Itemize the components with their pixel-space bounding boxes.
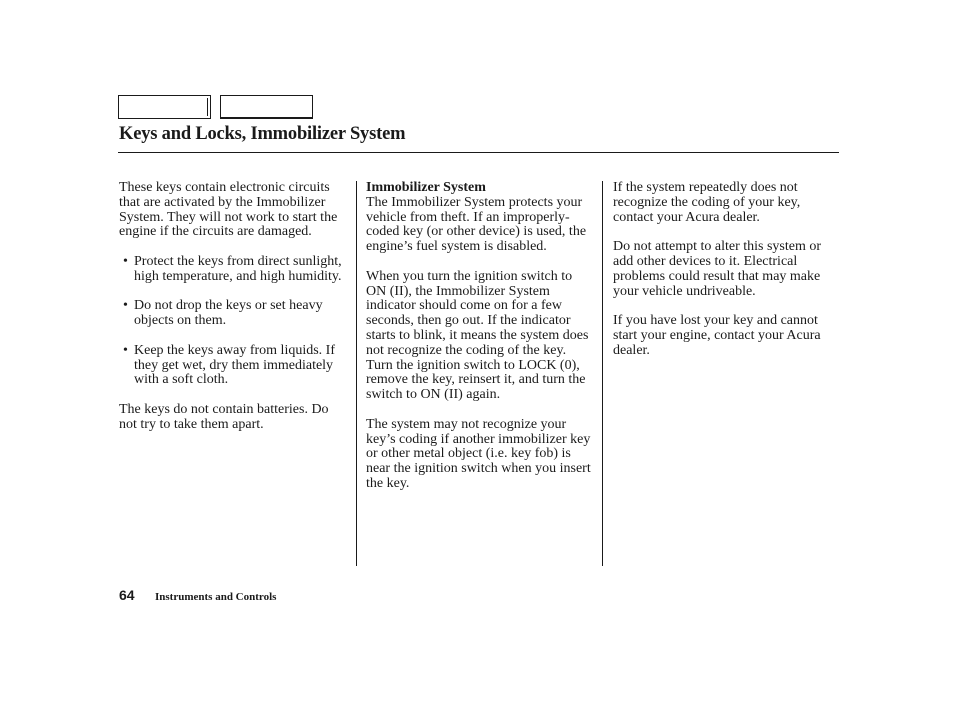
bullet-icon: • bbox=[123, 298, 128, 314]
column-divider-2 bbox=[602, 181, 603, 566]
page-title: Keys and Locks, Immobilizer System bbox=[119, 124, 406, 144]
column-1 bbox=[119, 181, 344, 447]
paragraph: If you have lost your key and cannot start your engine, contact your Acura dealer. bbox=[613, 313, 821, 358]
list-item-text: Do not drop the keys or set heavy objects on them. bbox=[134, 298, 323, 329]
list-item bbox=[119, 299, 344, 329]
paragraph: The Immobilizer System protects your vehicle from theft. If an improperly-coded key (or other device) is used, the engine’s fuel system is disabled. bbox=[366, 194, 587, 255]
section-heading: Immobilizer System bbox=[366, 180, 486, 195]
paragraph: When you turn the ignition switch to ON (II), the Immobilizer System indicator should come on for a few seconds, then go out. If the indicator starts to blink, it means the system does not recognize the coding of the key. Turn the ignition switch to LOCK (0), remove the key, reinsert it, and turn the switch to ON (II) again. bbox=[366, 268, 589, 403]
previous-page-button[interactable] bbox=[118, 95, 211, 119]
paragraph: The system may not recognize your key’s coding if another immobilizer key or other metal object (i.e. key fob) is near the ignition switch when you insert the key. bbox=[366, 416, 591, 491]
paragraph: Do not attempt to alter this system or add other devices to it. Electrical problems could result that may make your vehicle undriveable. bbox=[613, 239, 822, 299]
bullet-icon: • bbox=[123, 342, 128, 358]
column-2 bbox=[366, 181, 594, 507]
bullet-icon: • bbox=[123, 253, 128, 269]
paragraph: If the system repeatedly does not recognize the coding of your key, contact your Acura dealer. bbox=[613, 180, 801, 225]
list-item bbox=[119, 255, 344, 285]
immobilizer-section bbox=[366, 181, 594, 255]
title-divider bbox=[118, 152, 839, 153]
outro-paragraph: The keys do not contain batteries. Do not try to take them apart. bbox=[119, 401, 329, 432]
list-item bbox=[119, 344, 344, 388]
intro-paragraph: These keys contain electronic circuits that are activated by the Immobilizer System. They will not work to start the engine if the circuits are damaged. bbox=[119, 180, 338, 240]
column-3 bbox=[613, 181, 841, 373]
section-name: Instruments and Controls bbox=[155, 591, 277, 603]
list-item-text: Protect the keys from direct sunlight, high temperature, and high humidity. bbox=[134, 253, 342, 284]
column-divider-1 bbox=[356, 181, 357, 566]
list-item-text: Keep the keys away from liquids. If they get wet, dry them immediately with a soft cloth. bbox=[134, 342, 335, 388]
page-number: 64 bbox=[119, 587, 135, 603]
next-page-button[interactable] bbox=[220, 95, 313, 119]
